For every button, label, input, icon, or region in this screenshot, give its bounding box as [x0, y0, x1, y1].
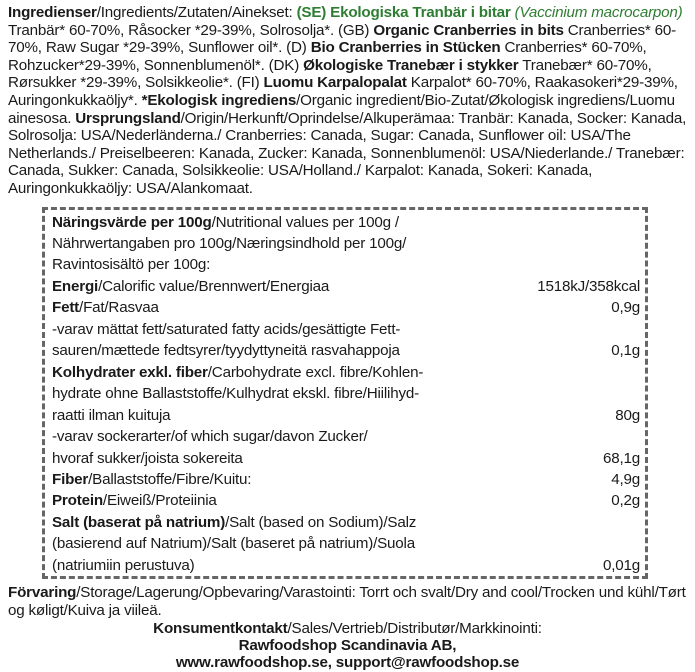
web-line — [0, 654, 695, 672]
nutrition-header-text: /Nutritional values per 100g / — [211, 214, 399, 231]
energy-label: Energi — [52, 278, 99, 295]
latin-name: (Vaccinium macrocarpon) — [510, 4, 683, 21]
nutrition-header-line-3 — [52, 255, 640, 274]
nutrition-row-sugar-1 — [52, 427, 640, 446]
de-product-name: Bio Cranberries in Stücken — [310, 39, 501, 57]
nutrition-row-carb-1 — [52, 363, 640, 382]
fiber-label: Fiber — [52, 471, 89, 488]
sugar-value: 68,1g — [602, 450, 640, 467]
ingredients-block — [8, 4, 688, 198]
fiber-value: 4,9g — [611, 471, 640, 488]
company-line — [0, 637, 695, 655]
nutrition-row-saturated-1 — [52, 320, 640, 339]
dk-ingredients: Tranebær* 60-70%, Rørsukker *29-39%, Solsikkeolie*. (FI) — [8, 56, 652, 92]
storage-label: Förvaring — [8, 584, 77, 601]
nutrition-row-protein — [52, 491, 640, 510]
fi-ingredients: Karpalot* 60-70%, Raakasokeri*29-39%, Auringonkukkaöljy*. — [8, 74, 678, 109]
de-ingredients: Cranberries* 60-70%, Rohzucker*29-39%, Sonnenblumenöl*. (DK) — [8, 39, 647, 74]
ingredients-label: Ingredienser — [8, 4, 97, 21]
carb-label: Kolhydrater exkl. fiber — [52, 364, 208, 381]
nutrition-row-salt-1 — [52, 513, 640, 532]
nutrition-header-line-1 — [52, 213, 640, 232]
origin-text: /Origin/Herkunft/Oprindelse/Alkuperämaa: Tranbär: Kanada, Socker: Kanada, Solrosolja: USA/Nederländerna./ Cranberries: Canada, Sugar: Canada, Sunflower oil: USA/The Netherlands./ Preiselbeeren: Kanada, Zucker: Kanada, Sonnenblumenöl: USA/Niederlande./ Tranebær: Canada, Sukker: Canada, Solsikkeolie: USA/Holland./ Karpalot: Kanada, Sokeri: Kanada, Auringonkukkaöljy: USA/Alankomaat. — [8, 109, 687, 197]
company-name: Rawfoodshop Scandinavia AB, — [238, 637, 457, 654]
organic-footnote-label: *Ekologisk ingrediens — [141, 91, 297, 109]
carb-text-1: /Carbohydrate excl. fibre/Kohlen- — [207, 364, 424, 381]
sugar-text-2: hvoraf sukker/joista sokereita — [52, 450, 243, 467]
sugar-text-1: -varav sockerarter/of which sugar/davon Zucker/ — [52, 428, 368, 445]
nutrition-row-saturated-2 — [52, 341, 640, 360]
contact-line — [0, 620, 695, 638]
fi-product-name: Luomu Karpalopalat — [263, 74, 407, 92]
dk-product-name: Økologiske Tranebær i stykker — [303, 56, 519, 74]
carb-text-2: hydrate ohne Ballaststoffe/Kulhydrat ekskl. fibre/Hiilihyd- — [52, 385, 419, 402]
carb-value: 80g — [615, 407, 640, 424]
fiber-text: /Ballaststoffe/Fibre/Kuitu: — [88, 471, 252, 488]
protein-text: /Eiweiß/Proteiinia — [102, 492, 217, 509]
storage-text: /Storage/Lagerung/Opbevaring/Varastointi: Torrt och svalt/Dry and cool/Trocken und kühl/Tørt og køligt/Kuiva ja viileä. — [8, 584, 686, 619]
gb-product-name: Organic Cranberries in bits — [373, 21, 564, 39]
salt-value: 0,01g — [602, 557, 640, 574]
ingredients-languages: /Ingredients/Zutaten/Ainekset: — [96, 4, 297, 21]
fat-value: 0,9g — [611, 299, 640, 316]
nutrition-row-sugar-2 — [52, 449, 640, 468]
company-web-email: www.rawfoodshop.se, support@rawfoodshop.se — [175, 654, 520, 671]
saturated-text-1: -varav mättat fett/saturated fatty acids/gesättigte Fett- — [52, 321, 401, 338]
nutrition-row-salt-2 — [52, 534, 640, 553]
salt-text-1: /Salt (based on Sodium)/Salz — [225, 514, 417, 531]
gb-ingredients: Cranberries* 60-70%, Raw Sugar *29-39%, Sunflower oil*. (D) — [8, 21, 676, 57]
origin-label: Ursprungsland — [75, 109, 181, 127]
protein-label: Protein — [52, 492, 103, 509]
nutrition-header-text-3: Ravintosisältö per 100g: — [52, 256, 211, 273]
protein-value: 0,2g — [611, 492, 640, 509]
salt-label: Salt (baserat på natrium) — [52, 514, 226, 531]
nutrition-header-bold: Näringsvärde per 100g — [52, 214, 212, 231]
salt-text-3: (natriumiin perustuva) — [52, 557, 195, 574]
salt-text-2: (basierend auf Natrium)/Salt (baseret på natrium)/Suola — [52, 535, 415, 552]
contact-label: Konsumentkontakt — [153, 620, 288, 637]
energy-value: 1518kJ/358kcal — [537, 278, 640, 295]
nutrition-row-energy — [52, 277, 640, 296]
nutrition-row-fiber — [52, 470, 640, 489]
nutrition-row-fat — [52, 298, 640, 317]
nutrition-row-carb-2 — [52, 384, 640, 403]
se-product-name: (SE) Ekologiska Tranbär i bitar — [296, 4, 511, 21]
fat-text: /Fat/Rasvaa — [79, 299, 159, 316]
energy-text: /Calorific value/Brennwert/Energiaa — [98, 278, 330, 295]
contact-text: /Sales/Vertrieb/Distributør/Markkinointi: — [287, 620, 542, 637]
carb-text-3: raatti ilman kuituja — [52, 407, 171, 424]
nutrition-header-line-2 — [52, 234, 640, 253]
storage-block — [8, 584, 688, 619]
saturated-text-2: sauren/mættede fedtsyrer/tyydyttyneitä rasvahappoja — [52, 342, 400, 359]
fat-label: Fett — [52, 299, 80, 316]
nutrition-header-text-2: Nährwertangaben pro 100g/Næringsindhold per 100g/ — [52, 235, 407, 252]
nutrition-row-carb-3 — [52, 406, 640, 425]
se-ingredients: Tranbär* 60-70%, Råsocker *29-39%, Solrosolja*. (GB) — [8, 21, 374, 39]
saturated-value: 0,1g — [611, 342, 640, 359]
nutrition-row-salt-3 — [52, 556, 640, 575]
organic-footnote-text: /Organic ingredient/Bio-Zutat/Økologisk ingrediens/Luomu ainesosa. — [8, 91, 675, 127]
